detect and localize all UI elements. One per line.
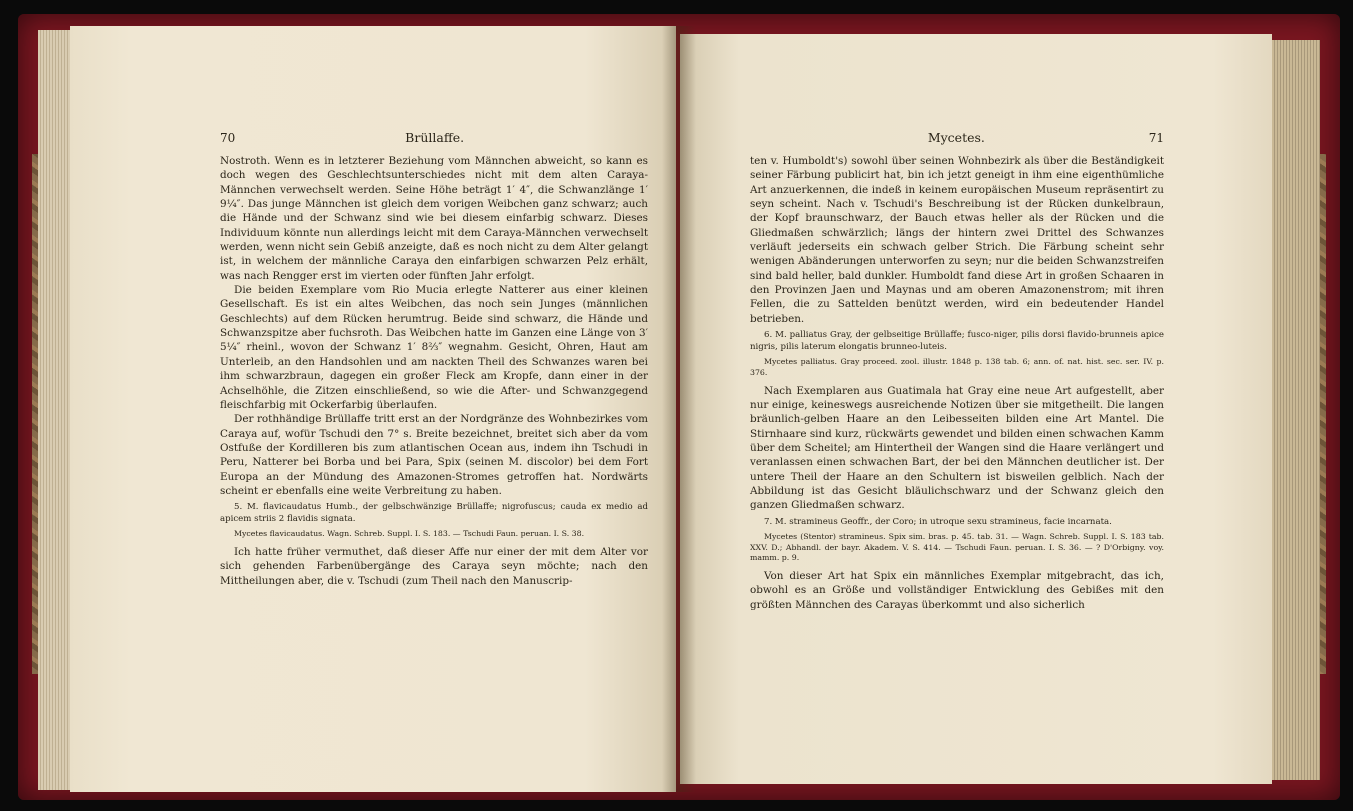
paragraph: Von dieser Art hat Spix ein männliches Exemplar mitgebracht, das ich, obwohl es an Größe und vollständiger Entwicklung des Gebißes mit den größten Männchen des Carayas überkommt und also sicherlich — [750, 569, 1164, 611]
left-page-header — [220, 130, 648, 146]
right-page-header — [750, 130, 1164, 146]
book-gutter — [662, 26, 696, 792]
paragraph: ten v. Humboldt's) sowohl über seinen Wohnbezirk als über die Beständigkeit seiner Färbung publicirt hat, bin ich jetzt geneigt in ihm eine eigenthümliche Art anzuerkennen, die indeß in keinem europäischen Museum repräsentirt zu seyn scheint. Nach v. Tschudi's Beschreibung ist der Rücken dunkelbraun, der Kopf braunschwarz, der Bauch etwas heller als der Rücken und die Gliedmaßen schwärzlich; längs der hintern zwei Drittel des Schwanzes verläuft jederseits ein schwach gelber Strich. Die Färbung scheint sehr wenigen Abänderungen unterworfen zu seyn; nur die beiden Schwanzstreifen sind bald heller, bald dunkler. Humboldt fand diese Art in großen Schaaren in den Provinzen Jaen und Maynas und am oberen Amazonenstrom; mit ihren Fellen, die zu Sattelden benützt werden, wird ein bedeutender Handel betrieben. — [750, 155, 1164, 325]
synonymy: Mycetes (Stentor) stramineus. Spix sim. bras. p. 45. tab. 31. — Wagn. Schreb. Suppl. I. S. 183 tab. XXV. D.; Abhandl. der bayr. Akadem. V. S. 414. — Tschudi Faun. peruan. I. S. 36. — ? D'Orbigny. voy. mamm. p. 9. — [750, 532, 1164, 563]
paragraph: Nach Exemplaren aus Guatimala hat Gray eine neue Art aufgestellt, aber nur einige, keineswegs ausreichende Notizen über sie mitgetheilt. Die langen bräunlich-gelben Haare an den Leibesseiten bilden eine Art Mantel. Die Stirnhaare sind kurz, rückwärts gewendet und bilden einen schwachen Kamm über dem Scheitel; am Hintertheil der Wangen sind die Haare verlängert und veranlassen einen schwachen Bart, der bei den Männchen deutlicher ist. Der untere Theil der Haare an den Schultern ist bisweilen gelblich. Nach der Abbildung ist das Gesicht bläulichschwarz und der Schwanz gleich den ganzen Gliedmaßen schwarz. — [750, 384, 1164, 512]
species-heading: 7. M. stramineus Geoffr., der Coro; in utroque sexu stramineus, facie incarnata. — [764, 516, 1112, 527]
left-page-body — [220, 154, 648, 588]
right-page-body — [750, 154, 1164, 612]
left-page — [70, 26, 676, 792]
page-number: 71 — [1148, 131, 1164, 145]
paragraph: Nostroth. Wenn es in letzterer Beziehung vom Männchen abweicht, so kann es doch wegen des Geschlechtsunterschiedes nicht mit dem alten Caraya-Männchen verwechselt werden. Seine Höhe beträgt 1′ 4″, die Schwanzlänge 1′ 9¼″. Das junge Männchen ist gleich dem vorigen Weibchen ganz schwarz; auch die Hände und der Schwanz sind wie bei diesem einfarbig schwarz. Dieses Individuum könnte nun allerdings leicht mit dem Caraya-Männchen verwechselt werden, wenn nicht sein Gebiß anzeigte, daß es noch nicht zu dem Alter gelangt ist, in welchem der männliche Caraya den einfarbigen schwarzen Pelz erhält, was nach Rengger erst im vierten oder fünften Jahr erfolgt. — [220, 155, 648, 282]
synonymy: Mycetes palliatus. Gray proceed. zool. illustr. 1848 p. 138 tab. 6; ann. of. nat. hist. sec. ser. IV. p. 376. — [750, 357, 1164, 377]
synonymy: Mycetes flavicaudatus. Wagn. Schreb. Suppl. I. S. 183. — Tschudi Faun. peruan. I. S. 38. — [234, 529, 585, 539]
page-number: 70 — [220, 131, 236, 145]
paragraph: Ich hatte früher vermuthet, daß dieser Affe nur einer der mit dem Alter vor sich gehenden Farbenübergänge des Caraya seyn möchte; nach den Mittheilungen aber, die v. Tschudi (zum Theil nach den Manuscrip- — [220, 546, 648, 587]
paragraph: Der rothhändige Brüllaffe tritt erst an der Nordgränze des Wohnbezirkes vom Caraya auf, wofür Tschudi den 7° s. Breite bezeichnet, breitet sich aber da vom Ostfuße der Kordilleren bis zum atlantischen Ocean aus, indem ihn Tschudi in Peru, Natterer bei Borba und bei Para, Spix (seinen M. discolor) bei dem Fort Europa an der Mündung des Amazonen-Stromes getroffen hat. Nordwärts scheint er ebenfalls eine weite Verbreitung zu haben. — [220, 413, 648, 497]
running-title: Brüllaffe. — [405, 130, 465, 145]
running-title: Mycetes. — [927, 130, 985, 145]
right-page — [680, 34, 1272, 784]
page-edges-right — [1272, 40, 1320, 780]
species-heading: 5. M. flavicaudatus Humb., der gelbschwänzige Brüllaffe; nigrofuscus; cauda ex medio ad apicem striis 2 flavidis signata. — [220, 502, 648, 524]
species-heading: 6. M. palliatus Gray, der gelbseitige Brüllaffe; fusco-niger, pilis dorsi flavido-brunneis apice nigris, pilis laterum elongatis brunneo-luteis. — [750, 330, 1164, 352]
paragraph: Die beiden Exemplare vom Rio Mucia erlegte Natterer aus einer kleinen Gesellschaft. Es ist ein altes Weibchen, das noch sein Junges (männlichen Geschlechts) auf dem Rücken herumtrug. Beide sind schwarz, die Hände und Schwanzspitze aber fuchsroth. Das Weibchen hatte im Ganzen eine Länge von 3′ 5¼″ rheinl., wovon der Schwanz 1′ 8⅔″ wegnahm. Gesicht, Ohren, Haut am Unterleib, an den Handsohlen und am nackten Theil des Schwanzes waren bei ihm schwarzbraun, dagegen ein großer Fleck am Kropfe, dann einer in der Achselhöhle, die Zitzen einschließend, so wie die After- und Schwanzgegend fleischfarbig mit Ockerfarbig überlaufen. — [220, 284, 648, 411]
